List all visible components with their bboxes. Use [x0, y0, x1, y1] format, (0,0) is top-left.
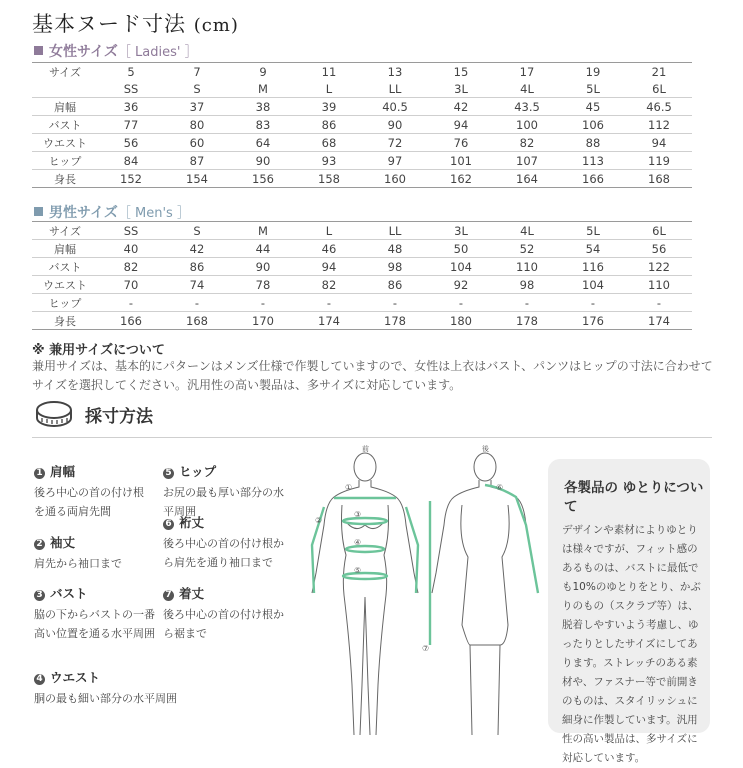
svg-text:②: ② — [315, 516, 323, 525]
table-cell: 70 — [98, 276, 164, 294]
table-cell: S — [164, 222, 230, 240]
back-label: 後 — [482, 445, 489, 453]
table-cell: 162 — [428, 170, 494, 188]
table-cell: 84 — [98, 152, 164, 170]
ease-info-text: デザインや素材によりゆとりは様々ですが、フィット感のあるものは、バストに最低でも10%のゆとりをとり、かぶりのもの（スクラブ等）は、脱着しやすいよう考慮し、ゆったりとしたサイズにしてあります。ストレッチのある素材や、ファスナー等で前開きのものは、スタイリッシュに細身に作製しています。汎用性の高い製品は、多サイズに対応しています。 — [562, 524, 701, 764]
table-cell: 80 — [164, 116, 230, 134]
table-cell: 82 — [296, 276, 362, 294]
row-label: サイズ — [32, 222, 98, 240]
table-cell: 44 — [230, 240, 296, 258]
table-cell: 19 — [560, 63, 626, 81]
table-row — [32, 294, 692, 312]
table-cell: S — [164, 80, 230, 98]
table-row — [32, 258, 692, 276]
table-cell: 15 — [428, 63, 494, 81]
table-cell: - — [362, 294, 428, 312]
table-cell: 178 — [494, 312, 560, 330]
measure-item-shoulder: 1 肩幅 後ろ中心の首の付け根を通る両肩先間 — [34, 464, 144, 518]
table-cell: 9 — [230, 63, 296, 81]
measure-item-waist: 4 ウエスト 胴の最も細い部分の水平周囲 — [34, 670, 177, 705]
table-cell: 166 — [98, 312, 164, 330]
table-cell: 94 — [626, 134, 692, 152]
men-size-table — [32, 221, 692, 330]
women-section-heading: 女性サイズ［ Ladies' ］ — [34, 41, 198, 61]
table-cell: 5L — [560, 222, 626, 240]
svg-text:⑤: ⑤ — [354, 566, 362, 575]
table-cell: 76 — [428, 134, 494, 152]
table-cell: 37 — [164, 98, 230, 116]
table-cell: 77 — [98, 116, 164, 134]
table-cell: - — [296, 294, 362, 312]
table-cell: - — [560, 294, 626, 312]
svg-text:⑦: ⑦ — [422, 644, 430, 653]
table-cell: 174 — [296, 312, 362, 330]
table-cell: - — [626, 294, 692, 312]
table-cell: LL — [362, 222, 428, 240]
measure-item-hip: 5 ヒップ お尻の最も厚い部分の水平周囲 — [163, 464, 284, 518]
row-label: ヒップ — [32, 152, 98, 170]
table-cell: 106 — [560, 116, 626, 134]
table-cell: 42 — [164, 240, 230, 258]
bust-measure-line — [343, 518, 387, 524]
table-row — [32, 170, 692, 188]
table-cell: 86 — [296, 116, 362, 134]
table-cell: 104 — [560, 276, 626, 294]
table-cell: 74 — [164, 276, 230, 294]
table-cell: 94 — [296, 258, 362, 276]
table-cell: 48 — [362, 240, 428, 258]
table-cell: 156 — [230, 170, 296, 188]
table-row — [32, 98, 692, 116]
row-label: 身長 — [32, 312, 98, 330]
table-cell: 4L — [494, 80, 560, 98]
table-cell: L — [296, 80, 362, 98]
table-cell: 90 — [230, 258, 296, 276]
table-cell: 17 — [494, 63, 560, 81]
table-cell: - — [494, 294, 560, 312]
table-cell: M — [230, 80, 296, 98]
row-label: ウエスト — [32, 134, 98, 152]
table-cell: 168 — [626, 170, 692, 188]
ease-info-heading: 各製品の ゆとりについて — [564, 480, 704, 515]
measure-item-sleeve: 2 袖丈 肩先から袖口まで — [34, 535, 122, 570]
table-cell: 116 — [560, 258, 626, 276]
unisex-note-text: 兼用サイズは、基本的にパターンはメンズ仕様で作製していますので、女性は上衣はバスト、パンツはヒップの寸法に合わせてサイズを選択してください。汎用性の高い製品は、多サイズに対応しています。 — [32, 359, 713, 392]
table-row — [32, 116, 692, 134]
table-cell: 101 — [428, 152, 494, 170]
table-cell: 83 — [230, 116, 296, 134]
table-cell: 110 — [494, 258, 560, 276]
table-cell: 90 — [362, 116, 428, 134]
table-cell: 42 — [428, 98, 494, 116]
square-bullet-icon — [34, 46, 43, 55]
ease-info-box — [548, 459, 710, 764]
table-cell: 178 — [362, 312, 428, 330]
table-cell: 180 — [428, 312, 494, 330]
measuring-method-heading: 採寸方法 — [85, 407, 153, 427]
row-label: サイズ — [32, 63, 98, 81]
row-label — [32, 80, 98, 98]
table-cell: 98 — [362, 258, 428, 276]
front-label: 前 — [362, 445, 369, 453]
table-cell: 170 — [230, 312, 296, 330]
table-cell: 64 — [230, 134, 296, 152]
table-cell: 46.5 — [626, 98, 692, 116]
table-cell: 87 — [164, 152, 230, 170]
table-cell: 97 — [362, 152, 428, 170]
table-cell: 7 — [164, 63, 230, 81]
table-cell: 154 — [164, 170, 230, 188]
table-cell: 4L — [494, 222, 560, 240]
row-label: 肩幅 — [32, 98, 98, 116]
table-cell: 160 — [362, 170, 428, 188]
table-cell: 13 — [362, 63, 428, 81]
table-cell: 112 — [626, 116, 692, 134]
table-row — [32, 134, 692, 152]
table-cell: 3L — [428, 80, 494, 98]
hip-measure-line — [343, 573, 387, 579]
table-cell: - — [230, 294, 296, 312]
women-size-table — [32, 62, 692, 188]
measure-item-length: 7 着丈 後ろ中心の首の付け根から裾まで — [163, 586, 284, 640]
table-cell: 56 — [626, 240, 692, 258]
table-cell: 50 — [428, 240, 494, 258]
table-row — [32, 222, 692, 240]
table-cell: 56 — [98, 134, 164, 152]
table-cell: M — [230, 222, 296, 240]
table-cell: 174 — [626, 312, 692, 330]
table-cell: 168 — [164, 312, 230, 330]
row-label: バスト — [32, 116, 98, 134]
table-cell: 43.5 — [494, 98, 560, 116]
row-label: 身長 — [32, 170, 98, 188]
table-cell: 3L — [428, 222, 494, 240]
table-cell: 100 — [494, 116, 560, 134]
row-label: ウエスト — [32, 276, 98, 294]
waist-measure-line — [346, 546, 384, 552]
table-cell: 39 — [296, 98, 362, 116]
row-label: バスト — [32, 258, 98, 276]
table-cell: 52 — [494, 240, 560, 258]
table-cell: 6L — [626, 222, 692, 240]
svg-text:⑥: ⑥ — [496, 483, 504, 492]
table-cell: SS — [98, 222, 164, 240]
table-cell: SS — [98, 80, 164, 98]
table-cell: 93 — [296, 152, 362, 170]
table-cell: 38 — [230, 98, 296, 116]
table-cell: 176 — [560, 312, 626, 330]
table-row — [32, 63, 692, 81]
unisex-note-heading: ※ 兼用サイズについて — [32, 343, 165, 358]
table-cell: 82 — [494, 134, 560, 152]
divider — [32, 437, 712, 438]
table-row — [32, 240, 692, 258]
table-cell: 94 — [428, 116, 494, 134]
measure-item-bust: 3 バスト 脇の下からバストの一番高い位置を通る水平周囲 — [34, 586, 155, 640]
svg-text:①: ① — [345, 483, 353, 492]
page-title: 基本ヌード寸法 (cm) — [32, 12, 239, 36]
table-cell: 107 — [494, 152, 560, 170]
row-label: 肩幅 — [32, 240, 98, 258]
table-cell: 78 — [230, 276, 296, 294]
table-cell: 5L — [560, 80, 626, 98]
square-bullet-icon — [34, 207, 43, 216]
table-cell: 158 — [296, 170, 362, 188]
table-row — [32, 312, 692, 330]
table-cell: 86 — [362, 276, 428, 294]
table-cell: 152 — [98, 170, 164, 188]
measuring-tape-icon — [34, 398, 78, 430]
table-cell: 104 — [428, 258, 494, 276]
table-cell: 6L — [626, 80, 692, 98]
row-label: ヒップ — [32, 294, 98, 312]
table-cell: - — [98, 294, 164, 312]
table-cell: LL — [362, 80, 428, 98]
table-cell: 36 — [98, 98, 164, 116]
svg-text:③: ③ — [354, 510, 362, 519]
table-cell: 40 — [98, 240, 164, 258]
table-cell: 72 — [362, 134, 428, 152]
measure-item-yuki: 6 裄丈 後ろ中心の首の付け根から肩先を通り袖口まで — [163, 515, 284, 569]
table-cell: 119 — [626, 152, 692, 170]
men-section-heading: 男性サイズ［ Men's ］ — [34, 202, 190, 222]
table-cell: 40.5 — [362, 98, 428, 116]
table-cell: 90 — [230, 152, 296, 170]
table-cell: 45 — [560, 98, 626, 116]
table-cell: 46 — [296, 240, 362, 258]
table-cell: - — [164, 294, 230, 312]
table-cell: 82 — [98, 258, 164, 276]
table-cell: 166 — [560, 170, 626, 188]
table-cell: 122 — [626, 258, 692, 276]
body-measurement-figure — [290, 445, 540, 740]
table-cell: 86 — [164, 258, 230, 276]
yuki-measure-line — [485, 485, 538, 593]
table-cell: 21 — [626, 63, 692, 81]
table-cell: 164 — [494, 170, 560, 188]
front-body-figure — [312, 453, 418, 735]
table-cell: L — [296, 222, 362, 240]
table-row — [32, 276, 692, 294]
table-cell: 98 — [494, 276, 560, 294]
table-cell: 60 — [164, 134, 230, 152]
table-cell: - — [428, 294, 494, 312]
table-cell: 68 — [296, 134, 362, 152]
table-cell: 88 — [560, 134, 626, 152]
table-cell: 113 — [560, 152, 626, 170]
table-cell: 54 — [560, 240, 626, 258]
back-body-figure — [432, 453, 538, 735]
table-row — [32, 80, 692, 98]
table-cell: 92 — [428, 276, 494, 294]
table-row — [32, 152, 692, 170]
table-cell: 5 — [98, 63, 164, 81]
table-cell: 11 — [296, 63, 362, 81]
svg-text:④: ④ — [354, 538, 362, 547]
table-cell: 110 — [626, 276, 692, 294]
